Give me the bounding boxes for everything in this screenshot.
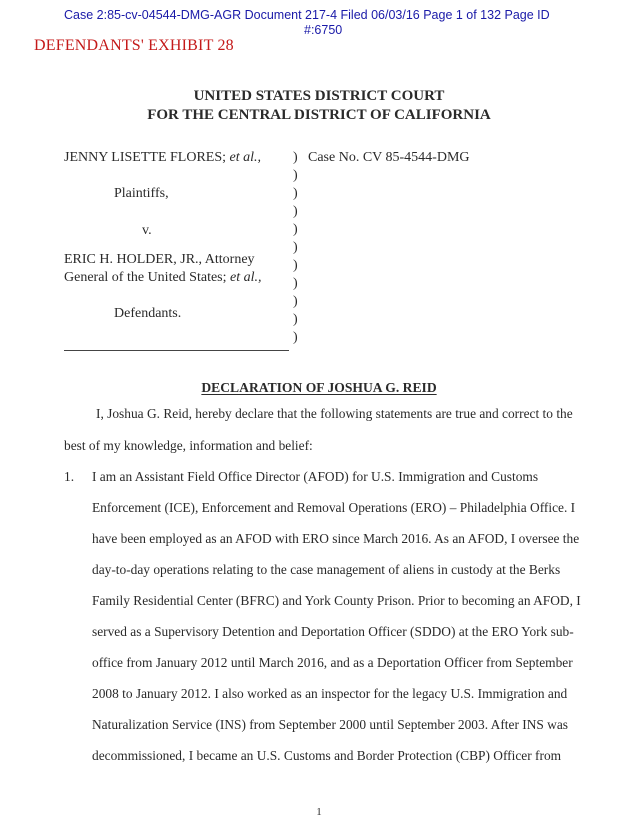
paren: ): [293, 276, 298, 291]
paren: ): [293, 222, 298, 237]
paragraph-line: decommissioned, I became an U.S. Customs and Border Protection (CBP) Officer from: [92, 748, 562, 763]
paren: ): [293, 330, 298, 345]
paren: ): [293, 258, 298, 273]
page-number: 1: [316, 806, 322, 818]
paragraph-line: 2008 to January 2012. I also worked as an inspector for the legacy U.S. Immigration and: [92, 686, 568, 701]
paren: ): [293, 168, 298, 183]
paren: ): [293, 186, 298, 201]
intro-line: best of my knowledge, information and belief:: [64, 438, 313, 453]
paren: ): [293, 240, 298, 255]
court-district: FOR THE CENTRAL DISTRICT OF CALIFORNIA: [147, 107, 491, 123]
case-number: Case No. CV 85-4544-DMG: [308, 150, 470, 165]
paragraph-line: Enforcement (ICE), Enforcement and Removal Operations (ERO) – Philadelphia Office. I: [92, 500, 576, 515]
intro-line: I, Joshua G. Reid, hereby declare that the following statements are true and correct to the: [96, 406, 573, 421]
paren: ): [293, 294, 298, 309]
defendant-name-line1: ERIC H. HOLDER, JR., Attorney: [64, 252, 255, 267]
paragraph-line: served as a Supervisory Detention and Deportation Officer (SDDO) at the ERO York sub-: [92, 624, 574, 639]
exhibit-label: DEFENDANTS' EXHIBIT 28: [34, 37, 234, 54]
plaintiff-name: [64, 150, 261, 166]
defendant-name-line2-text: General of the United States;: [64, 270, 227, 285]
plaintiff-name-text: JENNY LISETTE FLORES;: [64, 150, 227, 165]
case-stamp-line1: Case 2:85-cv-04544-DMG-AGR Document 217-4 Filed 06/03/16 Page 1 of 132 Page ID: [64, 8, 550, 22]
case-stamp-line2: #:6750: [304, 23, 343, 37]
declaration-title: DECLARATION OF JOSHUA G. REID: [201, 380, 437, 395]
paren: ): [293, 204, 298, 219]
defendant-name-line2: [64, 270, 262, 286]
paren: ): [293, 150, 298, 165]
paragraph-line: Family Residential Center (BFRC) and York County Prison. Prior to becoming an AFOD, I: [92, 593, 581, 608]
defendants-label: Defendants.: [114, 306, 182, 321]
paren: ): [293, 312, 298, 327]
defendant-etal: et al.,: [230, 270, 262, 285]
paragraph-line: I am an Assistant Field Office Director (AFOD) for U.S. Immigration and Customs: [92, 469, 539, 484]
paragraph-line: have been employed as an AFOD with ERO since March 2016. As an AFOD, I oversee the: [92, 531, 580, 546]
paragraph-number: 1.: [64, 469, 75, 484]
versus-label: v.: [142, 223, 152, 238]
plaintiffs-label: Plaintiffs,: [114, 186, 169, 201]
court-name: UNITED STATES DISTRICT COURT: [193, 88, 445, 104]
caption-rule: [64, 350, 289, 351]
paragraph-line: Naturalization Service (INS) from September 2000 until September 2003. After INS was: [92, 717, 568, 732]
plaintiff-etal: et al.,: [229, 150, 262, 165]
paragraph-line: day-to-day operations relating to the case management of aliens in custody at the Berks: [92, 562, 561, 577]
paragraph-line: office from January 2012 until March 2016, and as a Deportation Officer from September: [92, 655, 573, 670]
